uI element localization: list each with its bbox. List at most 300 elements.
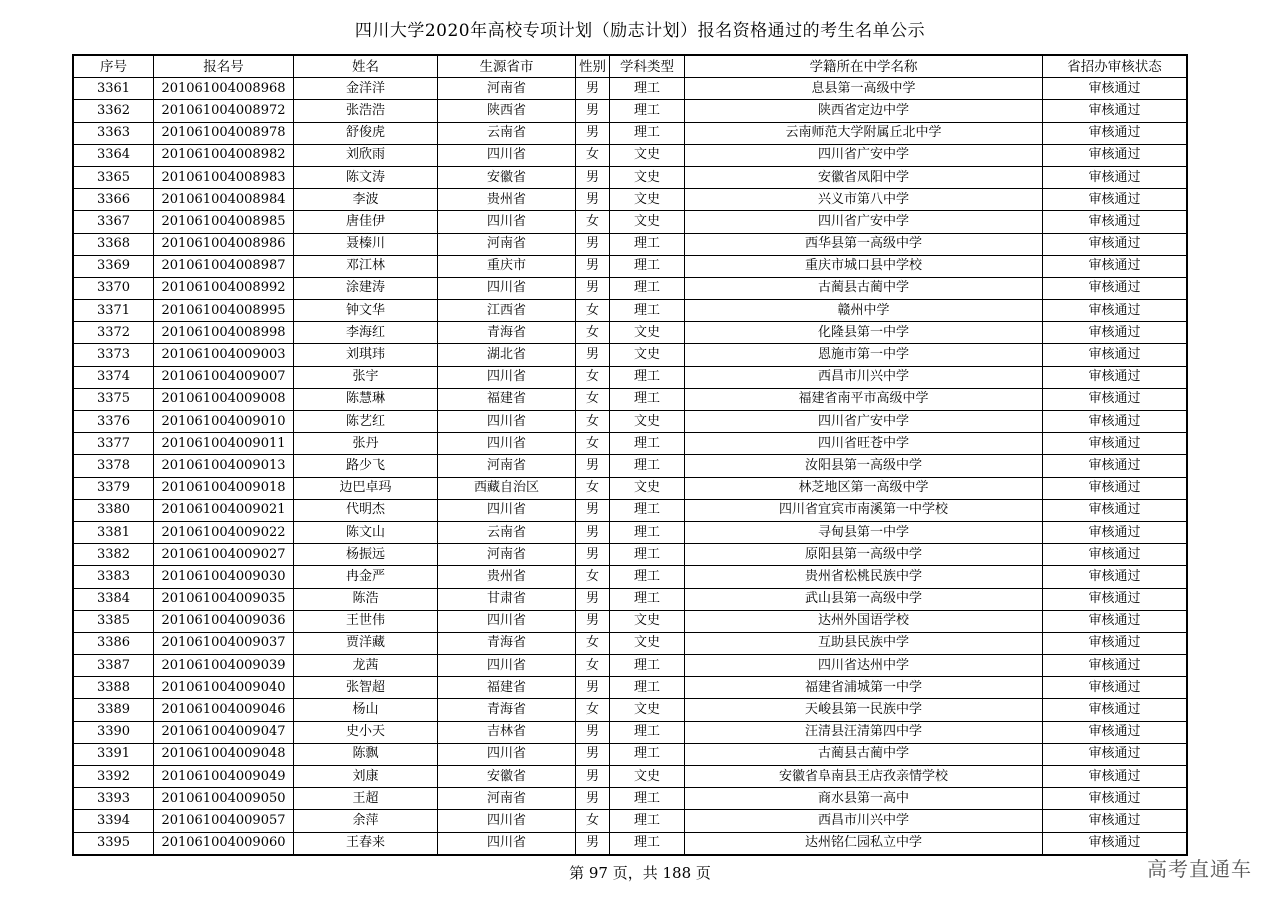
table-row — [74, 189, 1187, 211]
table-row — [74, 499, 1187, 521]
review-status-cell: 审核通过 — [1043, 544, 1187, 566]
name-cell: 刘琪玮 — [294, 344, 438, 366]
review-status-cell: 审核通过 — [1043, 344, 1187, 366]
province-cell: 四川省 — [438, 499, 576, 521]
registration-number-cell: 201061004008984 — [154, 189, 294, 211]
subject-type-cell: 理工 — [610, 788, 685, 810]
column-header-school-name: 学籍所在中学名称 — [685, 56, 1043, 78]
gender-cell: 女 — [576, 477, 610, 499]
table-body — [74, 78, 1187, 855]
gender-cell: 男 — [576, 189, 610, 211]
table-row — [74, 699, 1187, 721]
registration-number-cell: 201061004009011 — [154, 433, 294, 455]
registration-number-cell: 201061004009060 — [154, 832, 294, 854]
province-cell: 安徽省 — [438, 166, 576, 188]
table-row — [74, 721, 1187, 743]
registration-number-cell: 201061004009030 — [154, 566, 294, 588]
subject-type-cell: 理工 — [610, 388, 685, 410]
seq-cell: 3388 — [74, 677, 154, 699]
review-status-cell: 审核通过 — [1043, 588, 1187, 610]
registration-number-cell: 201061004009048 — [154, 743, 294, 765]
gender-cell: 男 — [576, 277, 610, 299]
province-cell: 河南省 — [438, 233, 576, 255]
gender-cell: 男 — [576, 588, 610, 610]
table-row — [74, 588, 1187, 610]
registration-number-cell: 201061004008983 — [154, 166, 294, 188]
seq-cell: 3371 — [74, 300, 154, 322]
review-status-cell: 审核通过 — [1043, 300, 1187, 322]
review-status-cell: 审核通过 — [1043, 411, 1187, 433]
subject-type-cell: 理工 — [610, 122, 685, 144]
subject-type-cell: 理工 — [610, 455, 685, 477]
review-status-cell: 审核通过 — [1043, 810, 1187, 832]
subject-type-cell: 文史 — [610, 344, 685, 366]
table-row — [74, 166, 1187, 188]
province-cell: 青海省 — [438, 632, 576, 654]
seq-cell: 3367 — [74, 211, 154, 233]
table-row — [74, 743, 1187, 765]
gender-cell: 男 — [576, 122, 610, 144]
province-cell: 河南省 — [438, 544, 576, 566]
table-row — [74, 832, 1187, 854]
name-cell: 张智超 — [294, 677, 438, 699]
name-cell: 余萍 — [294, 810, 438, 832]
name-cell: 史小天 — [294, 721, 438, 743]
province-cell: 四川省 — [438, 433, 576, 455]
seq-cell: 3377 — [74, 433, 154, 455]
registration-number-cell: 201061004009039 — [154, 655, 294, 677]
school-name-cell: 四川省达州中学 — [685, 655, 1043, 677]
name-cell: 刘欣雨 — [294, 144, 438, 166]
province-cell: 四川省 — [438, 743, 576, 765]
seq-cell: 3368 — [74, 233, 154, 255]
registration-number-cell: 201061004009027 — [154, 544, 294, 566]
school-name-cell: 汝阳县第一高级中学 — [685, 455, 1043, 477]
subject-type-cell: 理工 — [610, 544, 685, 566]
gender-cell: 男 — [576, 766, 610, 788]
table-row — [74, 566, 1187, 588]
school-name-cell: 云南师范大学附属丘北中学 — [685, 122, 1043, 144]
registration-number-cell: 201061004009007 — [154, 366, 294, 388]
name-cell: 刘康 — [294, 766, 438, 788]
gender-cell: 男 — [576, 788, 610, 810]
review-status-cell: 审核通过 — [1043, 211, 1187, 233]
gender-cell: 女 — [576, 366, 610, 388]
school-name-cell: 息县第一高级中学 — [685, 78, 1043, 100]
seq-cell: 3366 — [74, 189, 154, 211]
school-name-cell: 西昌市川兴中学 — [685, 810, 1043, 832]
seq-cell: 3385 — [74, 610, 154, 632]
seq-cell: 3361 — [74, 78, 154, 100]
subject-type-cell: 理工 — [610, 366, 685, 388]
registration-number-cell: 201061004009040 — [154, 677, 294, 699]
seq-cell: 3380 — [74, 499, 154, 521]
seq-cell: 3370 — [74, 277, 154, 299]
table-row — [74, 277, 1187, 299]
column-header-seq: 序号 — [74, 56, 154, 78]
school-name-cell: 达州铭仁园私立中学 — [685, 832, 1043, 854]
seq-cell: 3362 — [74, 100, 154, 122]
gender-cell: 男 — [576, 100, 610, 122]
seq-cell: 3395 — [74, 832, 154, 854]
table-row — [74, 144, 1187, 166]
review-status-cell: 审核通过 — [1043, 677, 1187, 699]
table-row — [74, 655, 1187, 677]
registration-number-cell: 201061004009003 — [154, 344, 294, 366]
table-row — [74, 610, 1187, 632]
seq-cell: 3384 — [74, 588, 154, 610]
subject-type-cell: 理工 — [610, 255, 685, 277]
review-status-cell: 审核通过 — [1043, 477, 1187, 499]
name-cell: 王春来 — [294, 832, 438, 854]
watermark: 高考直通车 — [1147, 857, 1252, 881]
subject-type-cell: 理工 — [610, 810, 685, 832]
registration-number-cell: 201061004009008 — [154, 388, 294, 410]
name-cell: 贾洋藏 — [294, 632, 438, 654]
column-header-province: 生源省市 — [438, 56, 576, 78]
province-cell: 福建省 — [438, 677, 576, 699]
page-title: 四川大学2020年高校专项计划（励志计划）报名资格通过的考生名单公示 — [354, 21, 926, 41]
gender-cell: 女 — [576, 632, 610, 654]
seq-cell: 3390 — [74, 721, 154, 743]
gender-cell: 女 — [576, 322, 610, 344]
column-header-gender: 性别 — [576, 56, 610, 78]
school-name-cell: 化隆县第一中学 — [685, 322, 1043, 344]
name-cell: 钟文华 — [294, 300, 438, 322]
province-cell: 河南省 — [438, 788, 576, 810]
review-status-cell: 审核通过 — [1043, 521, 1187, 543]
table-row — [74, 322, 1187, 344]
school-name-cell: 福建省南平市高级中学 — [685, 388, 1043, 410]
name-cell: 金洋洋 — [294, 78, 438, 100]
province-cell: 青海省 — [438, 322, 576, 344]
review-status-cell: 审核通过 — [1043, 499, 1187, 521]
gender-cell: 男 — [576, 78, 610, 100]
review-status-cell: 审核通过 — [1043, 78, 1187, 100]
gender-cell: 女 — [576, 211, 610, 233]
province-cell: 重庆市 — [438, 255, 576, 277]
review-status-cell: 审核通过 — [1043, 632, 1187, 654]
registration-number-cell: 201061004008968 — [154, 78, 294, 100]
name-cell: 陈浩 — [294, 588, 438, 610]
name-cell: 张宇 — [294, 366, 438, 388]
province-cell: 云南省 — [438, 521, 576, 543]
subject-type-cell: 理工 — [610, 78, 685, 100]
province-cell: 四川省 — [438, 211, 576, 233]
subject-type-cell: 文史 — [610, 322, 685, 344]
subject-type-cell: 理工 — [610, 521, 685, 543]
seq-cell: 3378 — [74, 455, 154, 477]
registration-number-cell: 201061004008982 — [154, 144, 294, 166]
seq-cell: 3373 — [74, 344, 154, 366]
column-header-name: 姓名 — [294, 56, 438, 78]
seq-cell: 3364 — [74, 144, 154, 166]
registration-number-cell: 201061004009047 — [154, 721, 294, 743]
registration-number-cell: 201061004008985 — [154, 211, 294, 233]
seq-cell: 3394 — [74, 810, 154, 832]
review-status-cell: 审核通过 — [1043, 566, 1187, 588]
subject-type-cell: 理工 — [610, 233, 685, 255]
gender-cell: 女 — [576, 566, 610, 588]
registration-number-cell: 201061004009046 — [154, 699, 294, 721]
subject-type-cell: 文史 — [610, 477, 685, 499]
subject-type-cell: 文史 — [610, 632, 685, 654]
school-name-cell: 武山县第一高级中学 — [685, 588, 1043, 610]
gender-cell: 男 — [576, 344, 610, 366]
gender-cell: 男 — [576, 255, 610, 277]
province-cell: 贵州省 — [438, 189, 576, 211]
subject-type-cell: 理工 — [610, 721, 685, 743]
name-cell: 李波 — [294, 189, 438, 211]
candidate-table — [73, 55, 1187, 855]
table-row — [74, 788, 1187, 810]
review-status-cell: 审核通过 — [1043, 743, 1187, 765]
gender-cell: 女 — [576, 300, 610, 322]
province-cell: 安徽省 — [438, 766, 576, 788]
name-cell: 李海红 — [294, 322, 438, 344]
registration-number-cell: 201061004009049 — [154, 766, 294, 788]
subject-type-cell: 文史 — [610, 610, 685, 632]
review-status-cell: 审核通过 — [1043, 322, 1187, 344]
name-cell: 涂建涛 — [294, 277, 438, 299]
review-status-cell: 审核通过 — [1043, 189, 1187, 211]
table-row — [74, 366, 1187, 388]
registration-number-cell: 201061004008987 — [154, 255, 294, 277]
registration-number-cell: 201061004009057 — [154, 810, 294, 832]
gender-cell: 男 — [576, 455, 610, 477]
province-cell: 四川省 — [438, 144, 576, 166]
table-row — [74, 544, 1187, 566]
column-header-subject-type: 学科类型 — [610, 56, 685, 78]
province-cell: 吉林省 — [438, 721, 576, 743]
name-cell: 陈文涛 — [294, 166, 438, 188]
name-cell: 舒俊虎 — [294, 122, 438, 144]
name-cell: 杨山 — [294, 699, 438, 721]
province-cell: 河南省 — [438, 78, 576, 100]
registration-number-cell: 201061004009035 — [154, 588, 294, 610]
school-name-cell: 福建省浦城第一中学 — [685, 677, 1043, 699]
seq-cell: 3376 — [74, 411, 154, 433]
province-cell: 四川省 — [438, 411, 576, 433]
province-cell: 青海省 — [438, 699, 576, 721]
table-row — [74, 810, 1187, 832]
subject-type-cell: 理工 — [610, 743, 685, 765]
school-name-cell: 恩施市第一中学 — [685, 344, 1043, 366]
seq-cell: 3387 — [74, 655, 154, 677]
province-cell: 湖北省 — [438, 344, 576, 366]
review-status-cell: 审核通过 — [1043, 699, 1187, 721]
subject-type-cell: 理工 — [610, 588, 685, 610]
registration-number-cell: 201061004009010 — [154, 411, 294, 433]
gender-cell: 男 — [576, 233, 610, 255]
review-status-cell: 审核通过 — [1043, 788, 1187, 810]
province-cell: 陕西省 — [438, 100, 576, 122]
seq-cell: 3391 — [74, 743, 154, 765]
province-cell: 四川省 — [438, 366, 576, 388]
review-status-cell: 审核通过 — [1043, 166, 1187, 188]
name-cell: 陈文山 — [294, 521, 438, 543]
table-row — [74, 632, 1187, 654]
name-cell: 王世伟 — [294, 610, 438, 632]
school-name-cell: 安徽省阜南县王店孜亲情学校 — [685, 766, 1043, 788]
gender-cell: 男 — [576, 743, 610, 765]
school-name-cell: 兴义市第八中学 — [685, 189, 1043, 211]
name-cell: 邓江林 — [294, 255, 438, 277]
province-cell: 贵州省 — [438, 566, 576, 588]
table-row — [74, 455, 1187, 477]
subject-type-cell: 理工 — [610, 433, 685, 455]
school-name-cell: 四川省宜宾市南溪第一中学校 — [685, 499, 1043, 521]
table-row — [74, 300, 1187, 322]
review-status-cell: 审核通过 — [1043, 100, 1187, 122]
school-name-cell: 西昌市川兴中学 — [685, 366, 1043, 388]
school-name-cell: 汪清县汪清第四中学 — [685, 721, 1043, 743]
gender-cell: 女 — [576, 411, 610, 433]
province-cell: 福建省 — [438, 388, 576, 410]
school-name-cell: 古蔺县古蔺中学 — [685, 277, 1043, 299]
name-cell: 杨振远 — [294, 544, 438, 566]
review-status-cell: 审核通过 — [1043, 233, 1187, 255]
subject-type-cell: 文史 — [610, 699, 685, 721]
table-row — [74, 78, 1187, 100]
subject-type-cell: 文史 — [610, 411, 685, 433]
name-cell: 唐佳伊 — [294, 211, 438, 233]
registration-number-cell: 201061004009050 — [154, 788, 294, 810]
school-name-cell: 林芝地区第一高级中学 — [685, 477, 1043, 499]
seq-cell: 3389 — [74, 699, 154, 721]
province-cell: 河南省 — [438, 455, 576, 477]
name-cell: 代明杰 — [294, 499, 438, 521]
seq-cell: 3382 — [74, 544, 154, 566]
province-cell: 四川省 — [438, 810, 576, 832]
province-cell: 四川省 — [438, 655, 576, 677]
subject-type-cell: 文史 — [610, 189, 685, 211]
province-cell: 四川省 — [438, 277, 576, 299]
name-cell: 边巴卓玛 — [294, 477, 438, 499]
seq-cell: 3386 — [74, 632, 154, 654]
province-cell: 江西省 — [438, 300, 576, 322]
school-name-cell: 安徽省凤阳中学 — [685, 166, 1043, 188]
table-row — [74, 388, 1187, 410]
school-name-cell: 原阳县第一高级中学 — [685, 544, 1043, 566]
table-row — [74, 344, 1187, 366]
school-name-cell: 贵州省松桃民族中学 — [685, 566, 1043, 588]
review-status-cell: 审核通过 — [1043, 455, 1187, 477]
registration-number-cell: 201061004008986 — [154, 233, 294, 255]
gender-cell: 男 — [576, 832, 610, 854]
province-cell: 甘肃省 — [438, 588, 576, 610]
table-row — [74, 433, 1187, 455]
column-header-registration-number: 报名号 — [154, 56, 294, 78]
seq-cell: 3372 — [74, 322, 154, 344]
gender-cell: 男 — [576, 610, 610, 632]
subject-type-cell: 理工 — [610, 655, 685, 677]
school-name-cell: 四川省广安中学 — [685, 144, 1043, 166]
seq-cell: 3392 — [74, 766, 154, 788]
review-status-cell: 审核通过 — [1043, 655, 1187, 677]
page-footer: 第 97 页，共 188 页 — [569, 864, 711, 882]
review-status-cell: 审核通过 — [1043, 766, 1187, 788]
school-name-cell: 四川省旺苍中学 — [685, 433, 1043, 455]
subject-type-cell: 理工 — [610, 277, 685, 299]
name-cell: 冉金严 — [294, 566, 438, 588]
school-name-cell: 重庆市城口县中学校 — [685, 255, 1043, 277]
school-name-cell: 西华县第一高级中学 — [685, 233, 1043, 255]
registration-number-cell: 201061004008972 — [154, 100, 294, 122]
province-cell: 四川省 — [438, 832, 576, 854]
gender-cell: 女 — [576, 388, 610, 410]
gender-cell: 男 — [576, 521, 610, 543]
subject-type-cell: 理工 — [610, 300, 685, 322]
gender-cell: 女 — [576, 144, 610, 166]
name-cell: 聂榛川 — [294, 233, 438, 255]
school-name-cell: 四川省广安中学 — [685, 211, 1043, 233]
seq-cell: 3363 — [74, 122, 154, 144]
school-name-cell: 古蔺县古蔺中学 — [685, 743, 1043, 765]
name-cell: 张浩浩 — [294, 100, 438, 122]
subject-type-cell: 文史 — [610, 144, 685, 166]
name-cell: 王超 — [294, 788, 438, 810]
table-row — [74, 233, 1187, 255]
seq-cell: 3374 — [74, 366, 154, 388]
review-status-cell: 审核通过 — [1043, 144, 1187, 166]
name-cell: 龙茜 — [294, 655, 438, 677]
school-name-cell: 达州外国语学校 — [685, 610, 1043, 632]
registration-number-cell: 201061004009022 — [154, 521, 294, 543]
subject-type-cell: 文史 — [610, 211, 685, 233]
seq-cell: 3375 — [74, 388, 154, 410]
table-header-row — [74, 56, 1187, 78]
review-status-cell: 审核通过 — [1043, 366, 1187, 388]
subject-type-cell: 文史 — [610, 166, 685, 188]
subject-type-cell: 理工 — [610, 100, 685, 122]
table-row — [74, 766, 1187, 788]
registration-number-cell: 201061004008995 — [154, 300, 294, 322]
gender-cell: 男 — [576, 166, 610, 188]
registration-number-cell: 201061004008978 — [154, 122, 294, 144]
subject-type-cell: 理工 — [610, 499, 685, 521]
school-name-cell: 陕西省定边中学 — [685, 100, 1043, 122]
seq-cell: 3379 — [74, 477, 154, 499]
registration-number-cell: 201061004008998 — [154, 322, 294, 344]
table-row — [74, 211, 1187, 233]
name-cell: 陈飘 — [294, 743, 438, 765]
review-status-cell: 审核通过 — [1043, 277, 1187, 299]
seq-cell: 3369 — [74, 255, 154, 277]
review-status-cell: 审核通过 — [1043, 122, 1187, 144]
name-cell: 路少飞 — [294, 455, 438, 477]
review-status-cell: 审核通过 — [1043, 433, 1187, 455]
table-row — [74, 677, 1187, 699]
subject-type-cell: 文史 — [610, 766, 685, 788]
gender-cell: 男 — [576, 677, 610, 699]
seq-cell: 3365 — [74, 166, 154, 188]
registration-number-cell: 201061004008992 — [154, 277, 294, 299]
gender-cell: 男 — [576, 499, 610, 521]
province-cell: 云南省 — [438, 122, 576, 144]
review-status-cell: 审核通过 — [1043, 255, 1187, 277]
name-cell: 陈艺红 — [294, 411, 438, 433]
registration-number-cell: 201061004009037 — [154, 632, 294, 654]
name-cell: 陈慧琳 — [294, 388, 438, 410]
table-row — [74, 521, 1187, 543]
school-name-cell: 商水县第一高中 — [685, 788, 1043, 810]
subject-type-cell: 理工 — [610, 566, 685, 588]
school-name-cell: 互助县民族中学 — [685, 632, 1043, 654]
table-row — [74, 477, 1187, 499]
review-status-cell: 审核通过 — [1043, 388, 1187, 410]
table-row — [74, 100, 1187, 122]
